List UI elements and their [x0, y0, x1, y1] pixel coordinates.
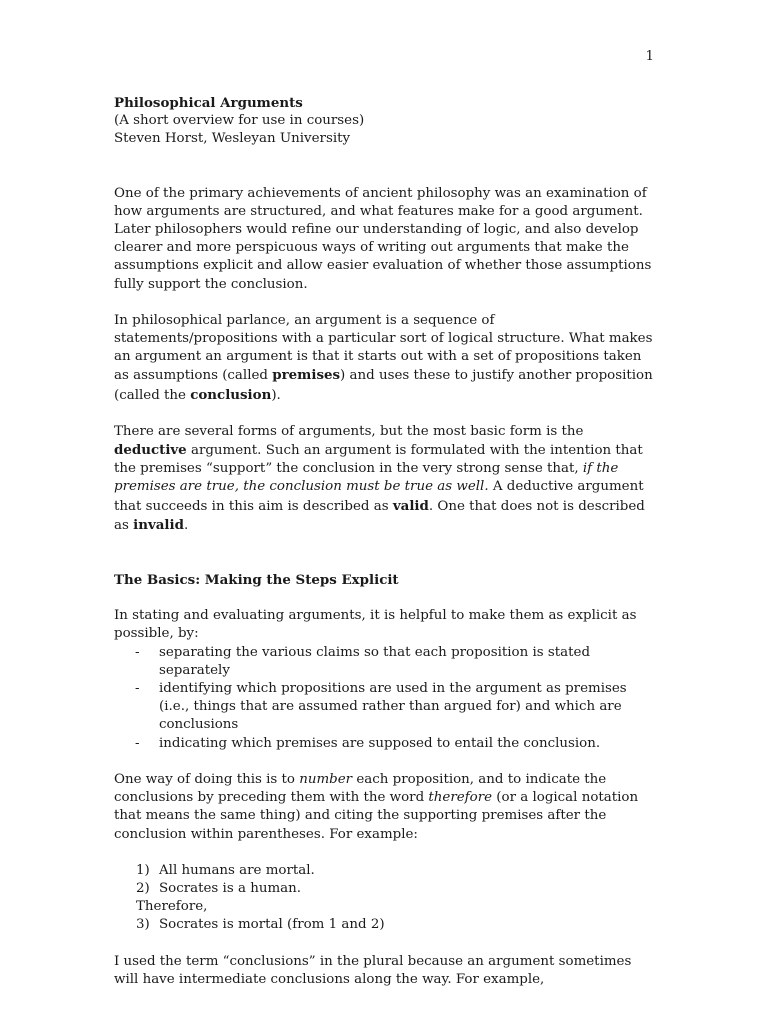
italic-therefore: therefore — [428, 790, 493, 806]
example-argument — [114, 862, 654, 935]
dash-marker: - — [135, 644, 140, 660]
numbering-text-1: One way of doing this is to — [114, 771, 300, 787]
document-author: Steven Horst, Wesleyan University — [114, 131, 351, 147]
italic-number: number — [299, 771, 353, 787]
premise-number: 2) — [136, 880, 150, 896]
deductive-text-5: . — [183, 517, 189, 533]
document-subtitle: (A short overview for use in courses) — [114, 113, 365, 129]
closing-paragraph: I used the term “conclusions” in the plural because an argument sometimes will have intermediate conclusions along the way. For example, — [114, 953, 632, 987]
page-number: 1 — [645, 49, 654, 64]
explicit-list — [114, 644, 654, 753]
intro-paragraph: One of the primary achievements of ancient philosophy was an examination of how arguments are structured, and what features make for a good argument. Later philosophers would refine our understanding of logic, and also develop clearer and more perspicuous ways of writing out arguments that make the assumptions explicit and allow easier evaluation of whether those assumptions fully support the conclusion. — [114, 185, 652, 292]
list-item-text: indicating which premises are supposed to entail the conclusion. — [159, 735, 601, 751]
dash-marker: - — [135, 681, 140, 697]
explicit-paragraph: In stating and evaluating arguments, it is helpful to make them as explicit as possible, by: — [114, 608, 637, 642]
parlance-text-1: In philosophical parlance, an argument is a sequence of statements/propositions with a particular sort of logical structure. What makes an argument an argument is that it starts out with a set of propositions taken as assumptions (called — [114, 312, 653, 384]
term-deductive: deductive — [114, 442, 187, 459]
title-block — [114, 94, 654, 149]
numbering-paragraph — [114, 771, 654, 844]
premise-text: Socrates is a human. — [159, 880, 302, 896]
deductive-italic-clause: if the premises are true, the conclusion must be true as well. — [114, 461, 619, 495]
numbering-text-2: each proposition, and to indicate the conclusions by preceding them with the word — [114, 771, 607, 806]
premise-item — [114, 880, 654, 898]
list-item — [114, 680, 654, 735]
numbering-text-3: (or a logical notation that means the same thing) and citing the supporting premises after the conclusion within parentheses. For example: — [114, 790, 639, 842]
conclusion-item — [114, 916, 654, 934]
term-valid: valid — [392, 497, 429, 514]
parlance-text-2: ) and uses these to justify another proposition (called the — [114, 368, 653, 403]
document-title: Philosophical Arguments — [114, 95, 303, 111]
list-item-text: identifying which propositions are used in the argument as premises (i.e., things that are assumed rather than argued for) and which are conclusions — [159, 681, 627, 733]
deductive-text-3: A deductive argument that succeeds in this aim is described as — [114, 479, 644, 514]
section-heading: The Basics: Making the Steps Explicit — [114, 572, 399, 589]
deductive-text-2: argument. Such an argument is formulated with the intention that the premises “support” the conclusion in the very strong sense that, — [114, 443, 643, 477]
dash-marker: - — [135, 735, 140, 751]
premise-text: All humans are mortal. — [159, 862, 315, 878]
list-item-text: separating the various claims so that each proposition is stated separately — [159, 644, 591, 678]
parlance-paragraph — [114, 312, 654, 405]
premise-number: 1) — [136, 862, 150, 878]
list-item — [114, 735, 654, 753]
premise-item — [114, 862, 654, 880]
conclusion-text: Socrates is mortal (from 1 and 2) — [159, 917, 385, 933]
term-invalid: invalid — [133, 516, 184, 533]
parlance-text-3: ). — [271, 387, 281, 403]
term-premises: premises — [272, 367, 341, 384]
conclusion-number: 3) — [136, 917, 150, 933]
therefore-line: Therefore, — [136, 899, 208, 915]
deductive-text-1: There are several forms of arguments, but the most basic form is the — [114, 423, 584, 439]
document-body — [114, 94, 654, 989]
deductive-text-4: . One that does not is described as — [114, 498, 645, 533]
deductive-paragraph — [114, 423, 654, 535]
term-conclusion: conclusion — [190, 386, 272, 403]
list-item — [114, 644, 654, 680]
